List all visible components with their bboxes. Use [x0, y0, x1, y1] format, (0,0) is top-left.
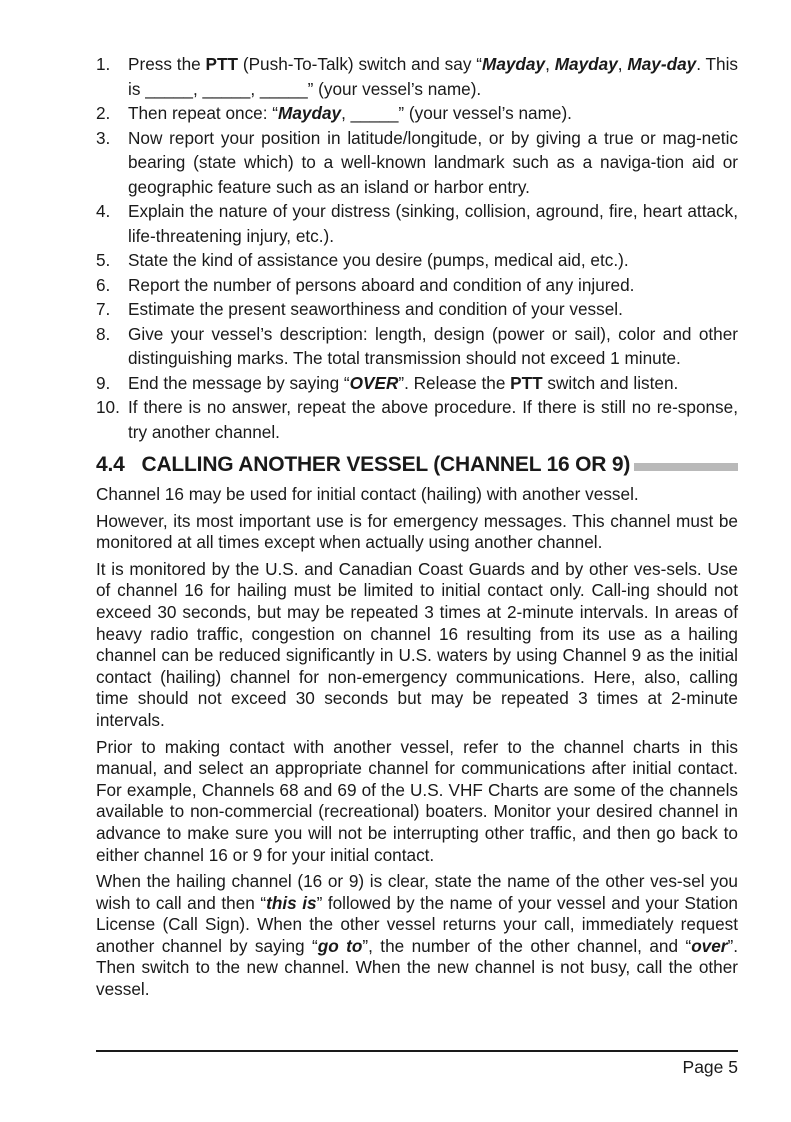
emphasis: Mayday	[554, 54, 618, 74]
text-run: Prior to making contact with another vessel, refer to the channel charts in this manual, and select an appropriate channel for communications after initial contact. For example, Channels 68 and 69 of the U.S. VHF Charts are some of the channels available to non-commercial (recreational) boaters. Monitor your desired channel in advance to make sure you will not be interrupting other traffic, and then go back to either channel 16 or 9 for your initial contact.	[96, 736, 738, 865]
emphasis: go to	[317, 935, 363, 956]
step-number: 3.	[96, 127, 111, 148]
text-run: When the hailing channel (16 or 9) is clear, state the name of the other ves-sel you wish to call and then “	[96, 871, 738, 913]
step-number: 10.	[96, 397, 120, 417]
emphasis: Mayday	[482, 54, 546, 74]
text-run: , _____” (your vessel’s name).	[341, 103, 572, 123]
text-run: It is monitored by the U.S. and Canadian Coast Guards and by other ves-sels. Use of channel 16 for hailing must be limited to initial contact only. Call-ing should not exceed 30 seconds, but may be repeated 3 times at 2-minute intervals. In areas of heavy radio traffic, congestion on channel 16 resulting from its use as a hailing channel can be reduced significantly in U.S. waters by using Channel 9 as the initial contact (hailing) channel for non-emergency communications. Here, also, calling time should not exceed 30 seconds but may be repeated 3 times at 2-minute intervals.	[96, 558, 738, 730]
text-run: ”. Then switch to the new channel. When the new channel is not busy, call the other vessel.	[96, 935, 738, 1000]
step-item	[96, 371, 738, 396]
step-item	[96, 322, 738, 371]
text-run: Explain the nature of your distress (sinking, collision, aground, fire, heart attack, life-threatening injury, etc.).	[128, 201, 738, 246]
bold-text	[555, 54, 618, 74]
body-paragraph	[96, 737, 738, 867]
emphasis: Mayday	[278, 103, 342, 123]
step-number: 2.	[96, 103, 111, 123]
text-run: Report the number of persons aboard and condition of any injured.	[128, 274, 635, 295]
section-body	[96, 484, 738, 1001]
document-page	[96, 52, 738, 1001]
bold-text	[482, 54, 545, 74]
section-title: CALLING ANOTHER VESSEL	[141, 453, 428, 476]
step-number: 1.	[96, 54, 111, 74]
bold-text	[691, 936, 727, 956]
text-run: Give your vessel’s description: length, design (power or sail), color and other distinguishing marks. The total transmission should not exceed 1 minute.	[128, 323, 738, 368]
text-run: ,	[545, 54, 555, 74]
section-heading-text	[96, 450, 634, 480]
page-number: Page 5	[682, 1057, 738, 1077]
step-number: 4.	[96, 201, 111, 221]
text-run: Channel 16 may be used for initial contact (hailing) with another vessel.	[96, 484, 639, 504]
emphasis: May-day	[627, 54, 697, 74]
step-item	[96, 248, 738, 273]
text-run: (Push-To-Talk) switch and say “	[238, 54, 482, 74]
bold-text	[278, 103, 341, 123]
step-item	[96, 101, 738, 126]
bold-text	[627, 54, 696, 74]
step-number: 7.	[96, 299, 111, 319]
emphasis: this is	[266, 892, 317, 913]
text-run: End the message by saying “	[128, 372, 350, 393]
body-paragraph	[96, 484, 738, 506]
step-item	[96, 395, 738, 444]
bold-text	[318, 936, 363, 956]
text-run: Then repeat once: “	[128, 103, 279, 123]
text-run: However, its most important use is for emergency messages. This channel must be monitored at all times except when actually using another channel.	[96, 510, 738, 553]
section-heading	[96, 450, 738, 480]
text-run: Now report your position in latitude/longitude, or by giving a true or mag-netic bearing (state which) to a well-known landmark such as a naviga-tion aid or geographic feature such as an island or harbor entry.	[128, 127, 738, 197]
text-run: Estimate the present seaworthiness and condition of your vessel.	[128, 299, 623, 319]
text-run: ” followed by the name of your vessel and your Station License (Call Sign). When the other vessel returns your call, immediately request another channel by saying “	[96, 892, 738, 956]
distress-call-steps	[96, 52, 738, 444]
section-number: 4.4	[96, 453, 125, 476]
emphasis: over	[691, 935, 728, 956]
text-run: ”. Release the	[398, 372, 511, 393]
text-run: . This is _____, _____, _____” (your vessel’s name).	[128, 54, 738, 99]
step-item	[96, 273, 738, 298]
step-number: 6.	[96, 274, 111, 295]
bold-text: PTT	[205, 54, 239, 74]
step-number: 8.	[96, 323, 111, 344]
bold-text	[350, 373, 399, 393]
emphasis: OVER	[349, 372, 399, 393]
text-run: ”, the number of the other channel, and “	[362, 935, 692, 956]
step-item	[96, 52, 738, 101]
step-number: 5.	[96, 250, 111, 270]
step-item	[96, 297, 738, 322]
text-run: switch and listen.	[542, 372, 679, 393]
bold-text: PTT	[510, 372, 543, 393]
step-number: 9.	[96, 372, 111, 393]
body-paragraph	[96, 871, 738, 1001]
text-run: ,	[617, 54, 628, 74]
footer-rule	[96, 1050, 738, 1052]
text-run: If there is no answer, repeat the above procedure. If there is still no re-sponse, try another channel.	[128, 397, 738, 442]
body-paragraph	[96, 559, 738, 732]
bold-text	[266, 893, 316, 913]
section-subtitle: (CHANNEL 16 OR 9)	[433, 453, 631, 476]
body-paragraph	[96, 511, 738, 554]
step-item	[96, 126, 738, 200]
text-run: Press the	[128, 54, 206, 74]
text-run: State the kind of assistance you desire (pumps, medical aid, etc.).	[128, 250, 629, 270]
step-item	[96, 199, 738, 248]
